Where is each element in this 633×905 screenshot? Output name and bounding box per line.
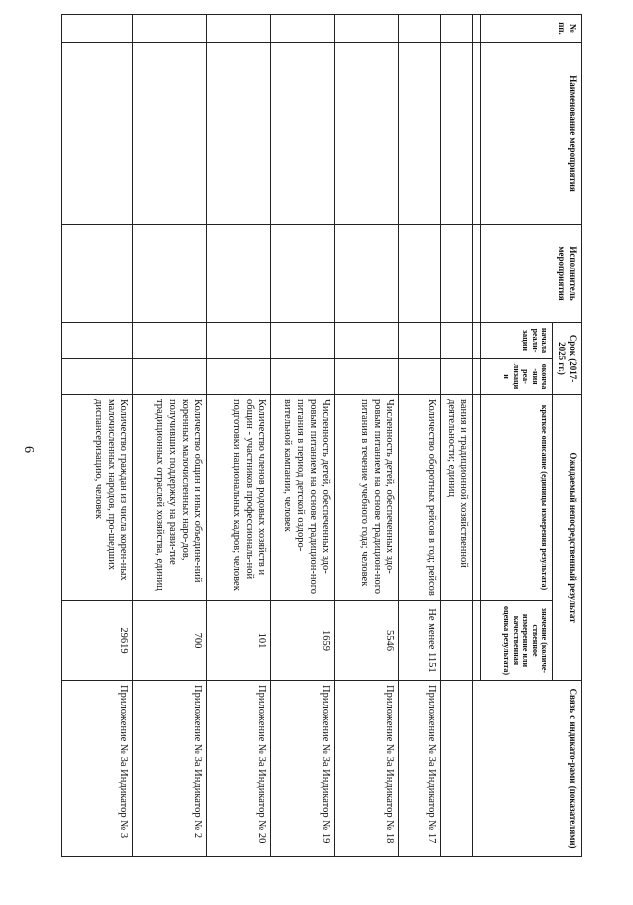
empty-cell bbox=[473, 359, 481, 395]
indicator-cell: Приложение № 3а Индикатор № 2 bbox=[133, 681, 207, 857]
header-result-value: значение (количе-ственное измерение или качественная оценка результата) bbox=[481, 601, 553, 681]
table-row bbox=[133, 15, 207, 857]
indicator-cell bbox=[441, 681, 473, 857]
end-cell bbox=[441, 359, 473, 395]
num-cell bbox=[207, 15, 271, 43]
empty-cell bbox=[473, 323, 481, 359]
program-table-rotated bbox=[61, 14, 582, 856]
page-number: 6 bbox=[21, 446, 36, 453]
header-term-start: начала реали-зации bbox=[481, 323, 553, 359]
end-cell bbox=[133, 359, 207, 395]
num-cell bbox=[399, 15, 441, 43]
header-term-end: оконча-ния реа-лизации bbox=[481, 359, 553, 395]
result-value-cell: 29619 bbox=[62, 601, 133, 681]
executor-cell bbox=[62, 225, 133, 323]
result-value-cell: Не менее 1151 bbox=[399, 601, 441, 681]
indicator-cell: Приложение № 3а Индикатор № 17 bbox=[399, 681, 441, 857]
header-num: № пп. bbox=[481, 15, 582, 43]
header-link: Связь с индикато-рами (показателями) bbox=[473, 681, 582, 857]
end-cell bbox=[207, 359, 271, 395]
empty-cell bbox=[473, 15, 481, 43]
name-cell bbox=[335, 43, 399, 225]
result-desc-cell: Количество общин и иных объедине-ний коренных малочисленных наро-дов, получивших поддержку на разви-тие традиционных отраслей хозяйства, единиц bbox=[133, 395, 207, 601]
end-cell bbox=[271, 359, 335, 395]
executor-cell bbox=[271, 225, 335, 323]
name-cell bbox=[271, 43, 335, 225]
result-desc-cell: Численность детей, обеспеченных здо-ровым питанием на основе традицион-ного питания в течение учебного года; человек bbox=[335, 395, 399, 601]
num-cell bbox=[271, 15, 335, 43]
start-cell bbox=[62, 323, 133, 359]
executor-cell bbox=[133, 225, 207, 323]
executor-cell bbox=[335, 225, 399, 323]
start-cell bbox=[271, 323, 335, 359]
executor-cell bbox=[207, 225, 271, 323]
start-cell bbox=[399, 323, 441, 359]
num-cell bbox=[133, 15, 207, 43]
start-cell bbox=[335, 323, 399, 359]
program-activities-table bbox=[61, 14, 582, 857]
indicator-cell: Приложение № 3а Индикатор № 3 bbox=[62, 681, 133, 857]
empty-cell bbox=[473, 43, 481, 225]
table-row bbox=[207, 15, 271, 857]
name-cell bbox=[399, 43, 441, 225]
executor-cell bbox=[399, 225, 441, 323]
name-cell bbox=[207, 43, 271, 225]
result-desc-cell: Численность детей, обеспеченных здо-ровым питанием на основе традицион-ного питания в период детской оздоро-вительной кампании, человек bbox=[271, 395, 335, 601]
header-executor: Исполнитель мероприятия bbox=[481, 225, 582, 323]
result-value-cell: 101 bbox=[207, 601, 271, 681]
start-cell bbox=[207, 323, 271, 359]
result-value-cell bbox=[441, 601, 473, 681]
empty-cell bbox=[473, 601, 481, 681]
indicator-cell: Приложение № 3а Индикатор № 19 bbox=[271, 681, 335, 857]
header-row bbox=[553, 15, 582, 857]
table-row bbox=[62, 15, 133, 857]
table-row bbox=[335, 15, 399, 857]
result-desc-cell: Количество членов родовых хозяйств и общин - участников профессиональ-ной подготовки национальных кадров; человек bbox=[207, 395, 271, 601]
start-cell bbox=[133, 323, 207, 359]
empty-cell bbox=[473, 225, 481, 323]
end-cell bbox=[335, 359, 399, 395]
header-name: Наименование мероприятия bbox=[481, 43, 582, 225]
end-cell bbox=[399, 359, 441, 395]
table-row bbox=[399, 15, 441, 857]
end-cell bbox=[62, 359, 133, 395]
header-term: Срок (2017-2025 гг.) bbox=[553, 323, 582, 395]
result-desc-cell: Количество граждан из числа корен-ных малочисленных народов, про-шедших диспансеризацию, человек bbox=[62, 395, 133, 601]
header-result: Ожидаемый непосредственный результат bbox=[553, 395, 582, 681]
result-value-cell: 1659 bbox=[271, 601, 335, 681]
start-cell bbox=[441, 323, 473, 359]
table-row bbox=[271, 15, 335, 857]
empty-cell bbox=[473, 395, 481, 601]
result-value-cell: 700 bbox=[133, 601, 207, 681]
header-result-desc: краткое описание (единицы измерения результата) bbox=[481, 395, 553, 601]
name-cell bbox=[133, 43, 207, 225]
indicator-cell: Приложение № 3а Индикатор № 20 bbox=[207, 681, 271, 857]
executor-cell bbox=[441, 225, 473, 323]
num-cell bbox=[62, 15, 133, 43]
name-cell bbox=[62, 43, 133, 225]
result-value-cell: 5546 bbox=[335, 601, 399, 681]
name-cell bbox=[441, 43, 473, 225]
num-cell bbox=[335, 15, 399, 43]
result-desc-cell: Количество оборотных рейсов в год; рейсов bbox=[399, 395, 441, 601]
result-desc-cell: вания и традиционной хозяйственной деятельности; единиц bbox=[441, 395, 473, 601]
table-row bbox=[441, 15, 473, 857]
num-cell bbox=[441, 15, 473, 43]
indicator-cell: Приложение № 3а Индикатор № 18 bbox=[335, 681, 399, 857]
